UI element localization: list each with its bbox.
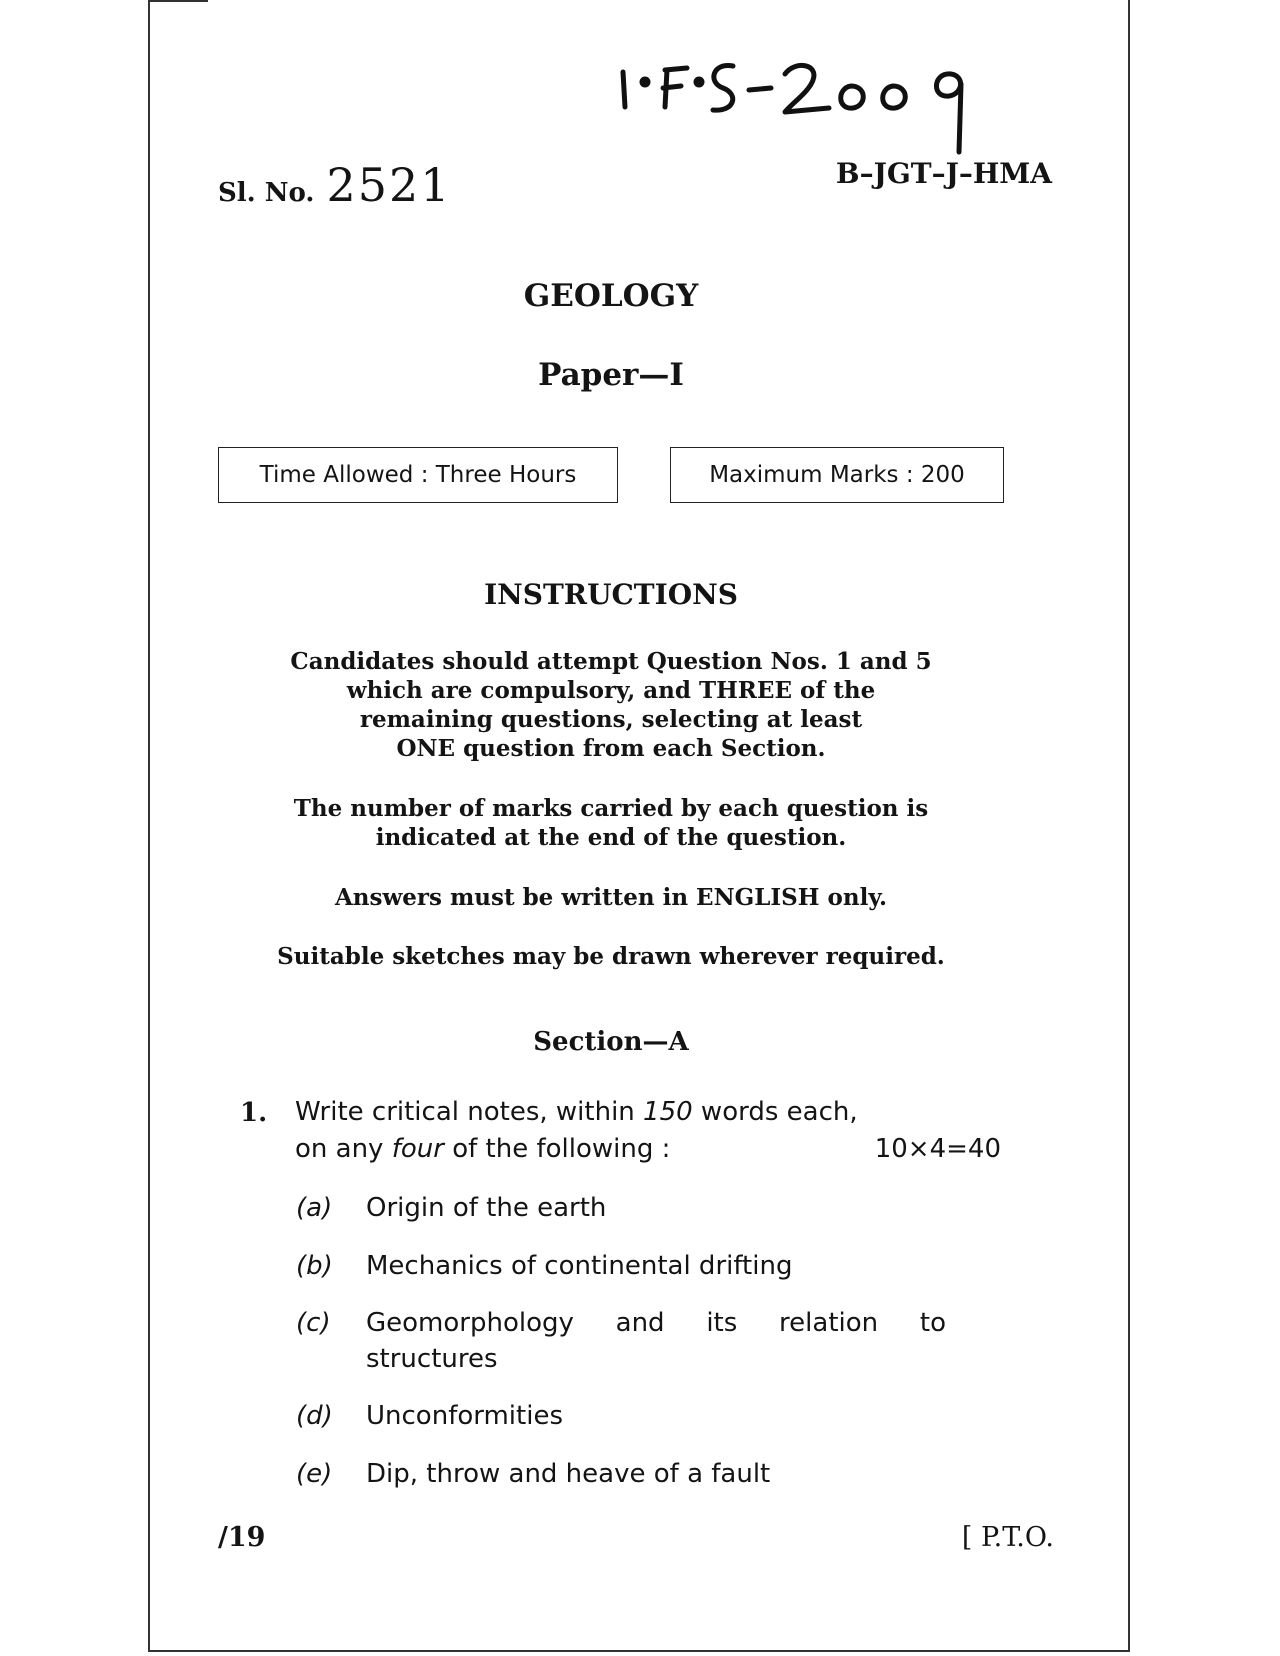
option-text: Mechanics of continental drifting [366,1251,793,1281]
option-label: (e) [296,1459,333,1489]
question-line-2 [295,1131,1001,1168]
option-label: (d) [296,1401,333,1431]
option-text: Unconformities [366,1401,563,1431]
question-text [295,1094,1001,1168]
subject-title: GEOLOGY [523,278,699,314]
maximum-marks-box: Maximum Marks : 200 [670,447,1004,503]
instruction-paragraph-2 [218,794,1004,852]
option-text: Origin of the earth [366,1193,607,1223]
page-number: /19 [218,1522,266,1553]
option-text: Dip, throw and heave of a fault [366,1459,771,1489]
serial-number-block [218,158,452,212]
paper-code: B–JGT–J–HMA [835,157,1052,190]
instruction-paragraph-1 [218,647,1004,763]
handwritten-annotation-ink [615,52,1035,162]
option-item [296,1248,946,1284]
option-label: (c) [296,1308,331,1338]
question-number: 1. [240,1098,268,1128]
question-text-part: of the following : [443,1134,671,1164]
question-marks: 10×4=40 [874,1134,1001,1164]
question-text-italic: 150 [643,1097,693,1127]
option-item [296,1398,946,1434]
option-label: (a) [296,1193,333,1223]
option-item [296,1190,946,1226]
option-item [296,1305,946,1377]
time-allowed-box: Time Allowed : Three Hours [218,447,618,503]
instruction-1-line-4: ONE question from each Section. [396,735,826,762]
question-text-part: on any [295,1134,392,1164]
instruction-1-line-3: remaining questions, selecting at least [359,706,863,733]
question-line-1 [295,1094,1001,1131]
serial-number: 2521 [326,158,452,212]
instructions-heading: INSTRUCTIONS [484,578,738,611]
question-text-part: words each, [692,1097,858,1127]
option-item [296,1456,946,1492]
option-text: Geomorphology and its relation to structures [366,1308,946,1374]
question-text-italic: four [391,1134,444,1164]
instruction-1-line-2: which are compulsory, and THREE of the [346,677,876,704]
instruction-paragraph-4: Suitable sketches may be drawn wherever required. [277,943,945,970]
instruction-paragraph-3: Answers must be written in ENGLISH only. [334,884,888,911]
question-line-2-text [295,1131,670,1168]
instruction-1-line-1: Candidates should attempt Question Nos. 1 and 5 [290,648,932,675]
option-label: (b) [296,1251,333,1281]
section-heading: Section—A [533,1027,689,1057]
instruction-2-line-1: The number of marks carried by each question is [293,795,929,822]
question-text-part: Write critical notes, within [295,1097,644,1127]
please-turn-over: [ P.T.O. [961,1522,1054,1553]
handwritten-annotation [615,52,1035,162]
instruction-2-line-2: indicated at the end of the question. [375,824,847,851]
paper-title: Paper—I [538,357,684,393]
serial-label: Sl. No. [218,178,315,208]
